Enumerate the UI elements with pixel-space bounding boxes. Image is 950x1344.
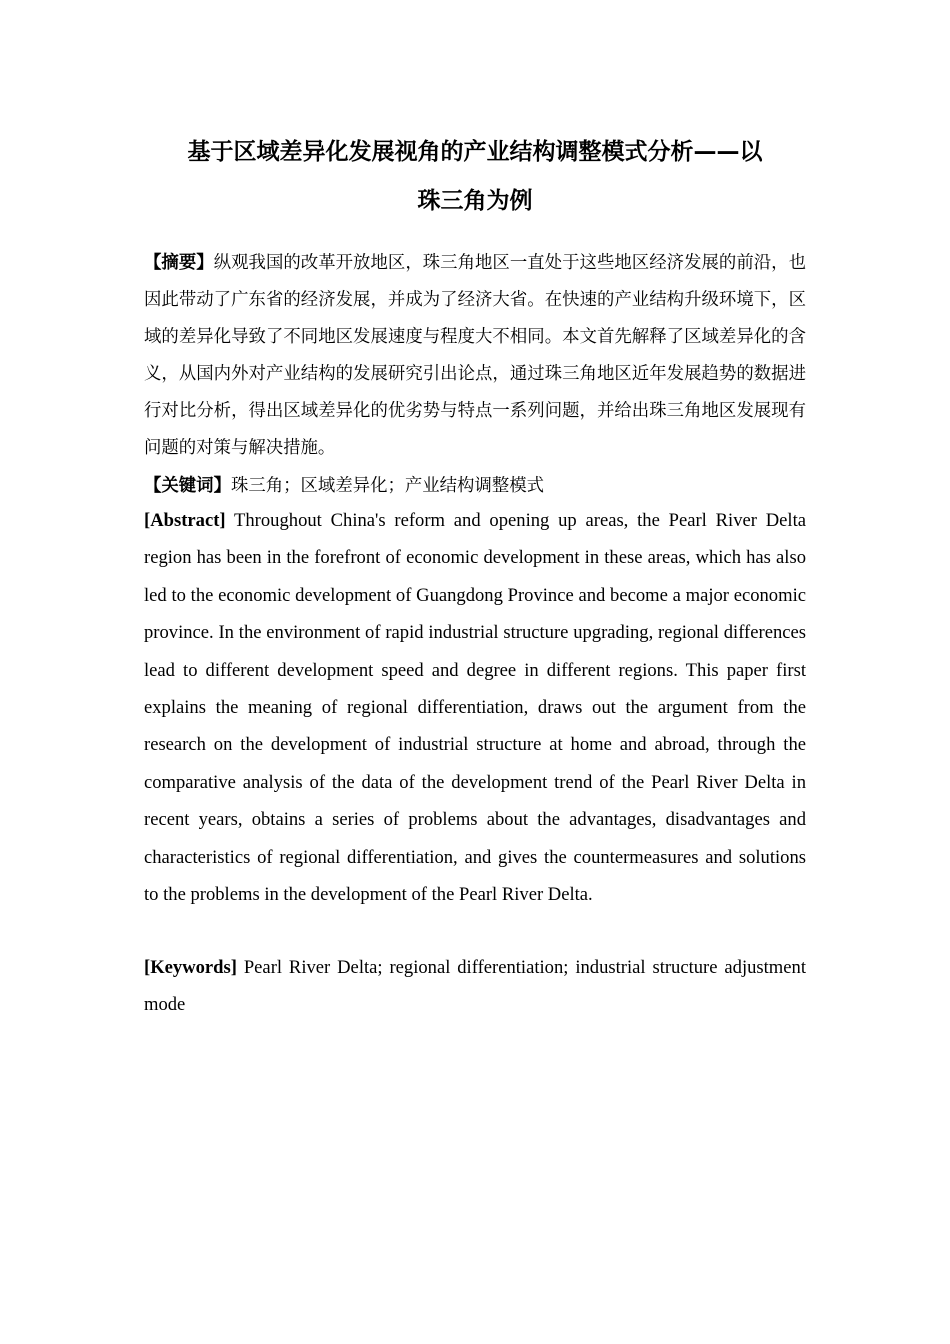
english-keywords-label: [Keywords] xyxy=(144,957,237,978)
english-abstract-label: [Abstract] xyxy=(144,510,226,531)
chinese-abstract-label: 【摘要】 xyxy=(144,253,214,273)
english-keywords-text: Pearl River Delta; regional differentiation; industrial structure adjustment mode xyxy=(144,957,806,1016)
chinese-keywords-text: 珠三角；区域差异化；产业结构调整模式 xyxy=(230,476,545,496)
paper-title-line-1: 基于区域差异化发展视角的产业结构调整模式分析——以 xyxy=(187,139,763,165)
english-keywords xyxy=(144,949,806,1024)
paper-title-line-2: 珠三角为例 xyxy=(417,188,533,214)
english-abstract-text: Throughout China's reform and opening up areas, the Pearl River Delta region has been in the forefront of economic development in these areas, which has also led to the economic development of Guangdong Province and become a major economic province. In the environment of rapid industrial structure upgrading, regional differences lead to different development speed and degree in different regions. This paper first explains the meaning of regional differentiation, draws out the argument from the research on the development of industrial structure at home and abroad, through the comparative analysis of the data of the development trend of the Pearl River Delta in recent years, obtains a series of problems about the advantages, disadvantages and characteristics of regional differentiation, and gives the countermeasures and solutions to the problems in the development of the Pearl River Delta. xyxy=(144,510,806,906)
chinese-abstract xyxy=(144,245,806,467)
chinese-keywords xyxy=(144,468,806,505)
chinese-keywords-label: 【关键词】 xyxy=(144,476,231,496)
english-abstract xyxy=(144,502,806,913)
chinese-abstract-text: 纵观我国的改革开放地区，珠三角地区一直处于这些地区经济发展的前沿，也因此带动了广东省的经济发展，并成为了经济大省。在快速的产业结构升级环境下，区域的差异化导致了不同地区发展速度与程度大不相同。本文首先解释了区域差异化的含义，从国内外对产业结构的发展研究引出论点，通过珠三角地区近年发展趋势的数据进行对比分析，得出区域差异化的优劣势与特点一系列问题，并给出珠三角地区发展现有问题的对策与解决措施。 xyxy=(144,253,806,458)
